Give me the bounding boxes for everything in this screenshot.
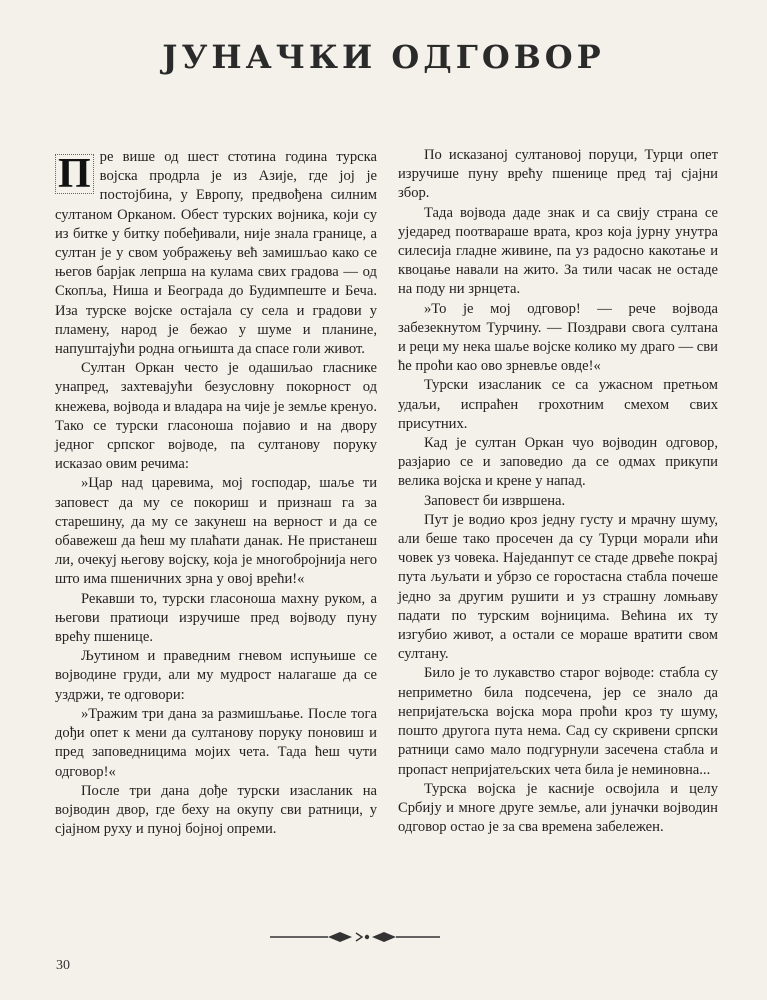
paragraph: Турски изасланик се са ужасном претњом удаљи, испраћен грохотним смехом свих присутних. [398, 377, 718, 432]
paragraph: Заповест би извршена. [424, 492, 566, 509]
paragraph: Кад је султан Оркан чуо војводин одговор, разјарио се и заповедио да се одмах прикупи велика војска и крене у напад. [398, 435, 718, 490]
paragraph: »Тражим три дана за размишљање. После тога дођи опет к мени да султанову поруку поновиш и пред заповедницима мојих чета. Тада ћеш чути одговор!« [55, 705, 377, 780]
paragraph: Турска војска је касније освојила и целу Србију и многе друге земље, али јуначки војводин одговор остао је за сва времена забележен. [398, 780, 718, 836]
paragraph-text: ре више од шест стотина година турска војска продрла је из Азије, где јој је постојбина, у Европу, предвођена силним султаном Орканом. Обест турских војника, који су из битке у битку побеђивали, није знала границе, а султан је у свом уображењу већ замишљао како се његов барјак лепрша на кулама свих градова — од Скопља, Ниша и Београда до Будимпеште и Беча. Иза турске војске остајала су села и градови у пламену, народ је бежао у шуме и планине, напуштајући родна огњишта да спасе голи живот. [55, 149, 377, 358]
ornamental-divider-icon [270, 928, 440, 946]
right-column [398, 146, 718, 837]
left-column [55, 148, 377, 839]
paragraph: Љутином и праведним гневом испуњише се војводине груди, али му мудрост налагаше да се уздржи, те одговори: [55, 648, 377, 703]
paragraph: Пут је водио кроз једну густу и мрачну шуму, али беше тако просечен да су Турци морали ићи човек уз човека. Наједанпут се стаде дрвеће покрај пута љуљати и убрзо се горостасна стабла почеше једно за другим рушити и уз страшну ломњаву падати по турским војницима. Већина их ту изгубио живот, а остали се мораше вратити свом султану. [398, 511, 718, 663]
paragraph: По исказаној султановој поруци, Турци опет изручише пуну врећу пшенице пред тај сјајни збор. [398, 147, 718, 202]
paragraph: После три дана дође турски изасланик на војводин двор, где беху на окупу сви ратници, у сјајном руху и пуној бојној опреми. [55, 782, 377, 838]
story-title: ЈУНАЧКИ ОДГОВОР [162, 38, 605, 76]
paragraph: Било је то лукавство старог војводе: стабла су неприметно била подсечена, јер се знало да непријатељска војска мора проћи кроз ту шуму, пошто другога пута нема. Сад су скривени српски ратници само мало подгурнули засечена стабла и пропаст непријатељских чета била је неминовна... [398, 665, 718, 778]
paragraph: Султан Оркан често је одашиљао гласнике унапред, захтевајући безусловну покорност од кнежева, војвода и владара на чије је земље кренуо. Тако се турски гласоноша појавио и на двору једног српског војводе, па султанову поруку исказао овим речима: [55, 360, 377, 473]
paragraph [55, 148, 377, 359]
paragraph: Тада војвода даде знак и са свију страна се уједаред поотвараше врата, кроз која јурну унутра силесија гладне живине, па уз радосно какотање и квоцање навали на жито. За тили часак не остаде на поду ни зрнцета. [398, 204, 718, 298]
paragraph: »Цар над царевима, мој господар, шаље ти заповест да му се покориш и признаш га за старешину, да му се закунеш на верност и да се обавежеш да ћеш му плаћати данак. Не пристанеш ли, очекуј његову војску, која је многобројнија него што има пшеничних зрна у овој врећи!« [55, 475, 377, 588]
page-number: 30 [56, 958, 70, 973]
paragraph: »То је мој одговор! — рече војвода забезекнутом Турчину. — Поздрави свога султана и реци му нека шаље војске колико му драго — сви ће проћи као ово зрневље овде!« [398, 300, 718, 375]
drop-cap: П [55, 154, 94, 194]
paragraph: Рекавши то, турски гласоноша махну руком, а његови пратиоци изручише пред војводу пуну врећу пшенице. [55, 590, 377, 646]
